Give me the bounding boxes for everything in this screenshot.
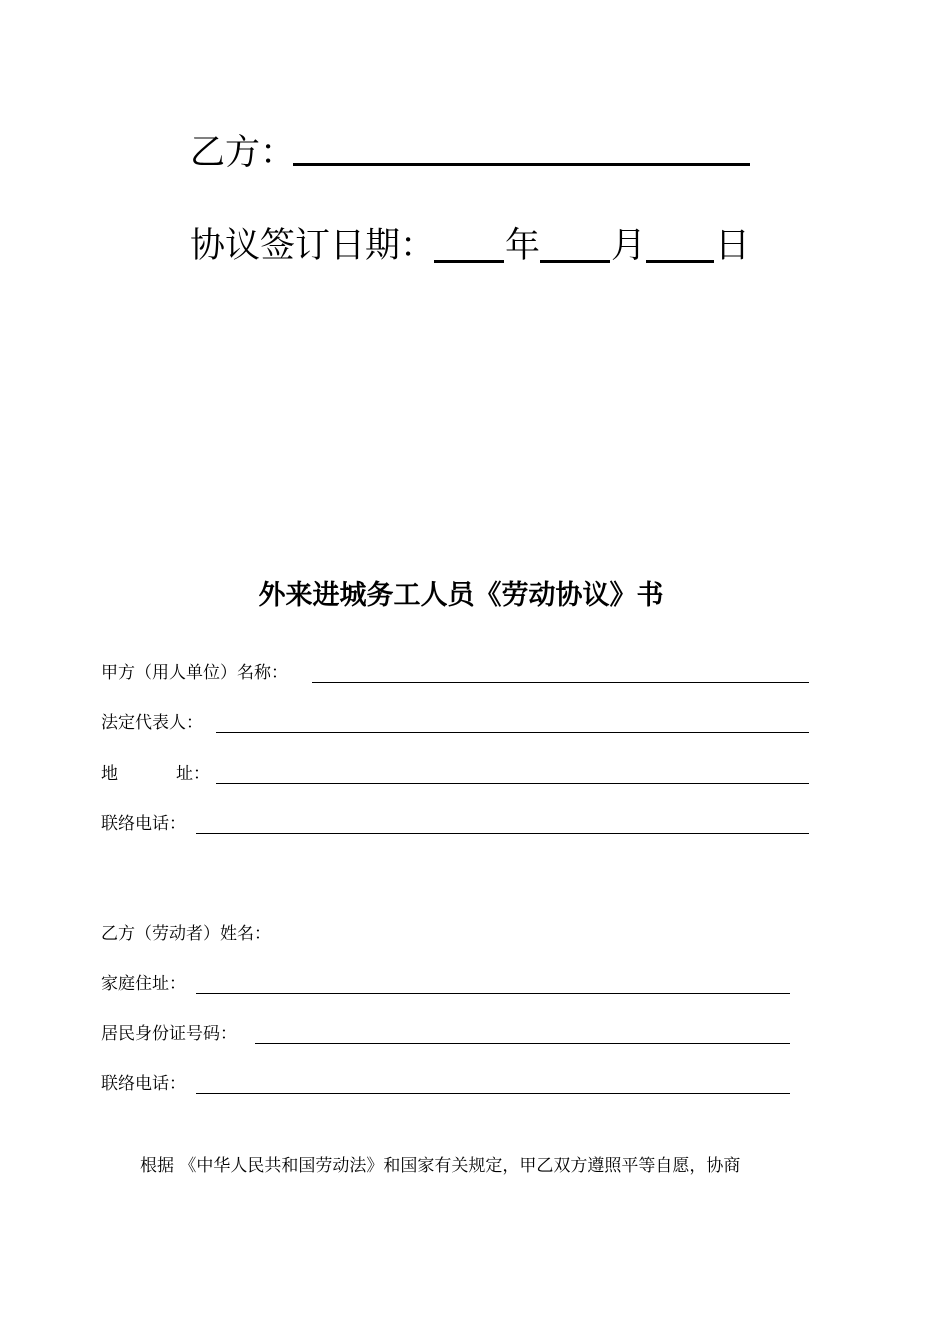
party-b-phone-label: 联络电话： [101,1074,186,1094]
party-b-signature-line[interactable] [293,135,750,166]
signing-year-blank[interactable] [434,232,504,263]
address-label-start: 地 [101,764,118,784]
address-label-end: 址： [176,764,210,784]
legal-rep-field[interactable] [216,714,809,733]
agreement-title: 外来进城务工人员《劳动协议》书 [258,580,664,611]
party-a-phone-field[interactable] [196,815,809,834]
signing-day-blank[interactable] [646,232,714,263]
year-label: 年 [505,226,541,266]
intro-paragraph: 根据 《中华人民共和国劳动法》和国家有关规定，甲乙双方遵照平等自愿，协商 [140,1156,741,1176]
month-label: 月 [611,226,647,266]
home-address-label: 家庭住址： [101,974,186,994]
signing-date-label: 协议签订日期： [190,226,436,266]
party-a-phone-label: 联络电话： [101,814,186,834]
legal-rep-label: 法定代表人： [101,713,203,733]
signing-month-blank[interactable] [540,232,610,263]
party-b-name-label: 乙方（劳动者）姓名： [101,924,271,944]
party-b-phone-field[interactable] [196,1075,790,1094]
party-b-label: 乙方： [190,133,296,173]
day-label: 日 [715,226,751,266]
home-address-field[interactable] [196,975,790,994]
id-number-label: 居民身份证号码： [101,1024,237,1044]
id-number-field[interactable] [255,1025,790,1044]
party-a-address-field[interactable] [216,765,809,784]
party-a-name-field[interactable] [312,664,809,683]
party-a-name-label: 甲方（用人单位）名称： [101,663,288,683]
